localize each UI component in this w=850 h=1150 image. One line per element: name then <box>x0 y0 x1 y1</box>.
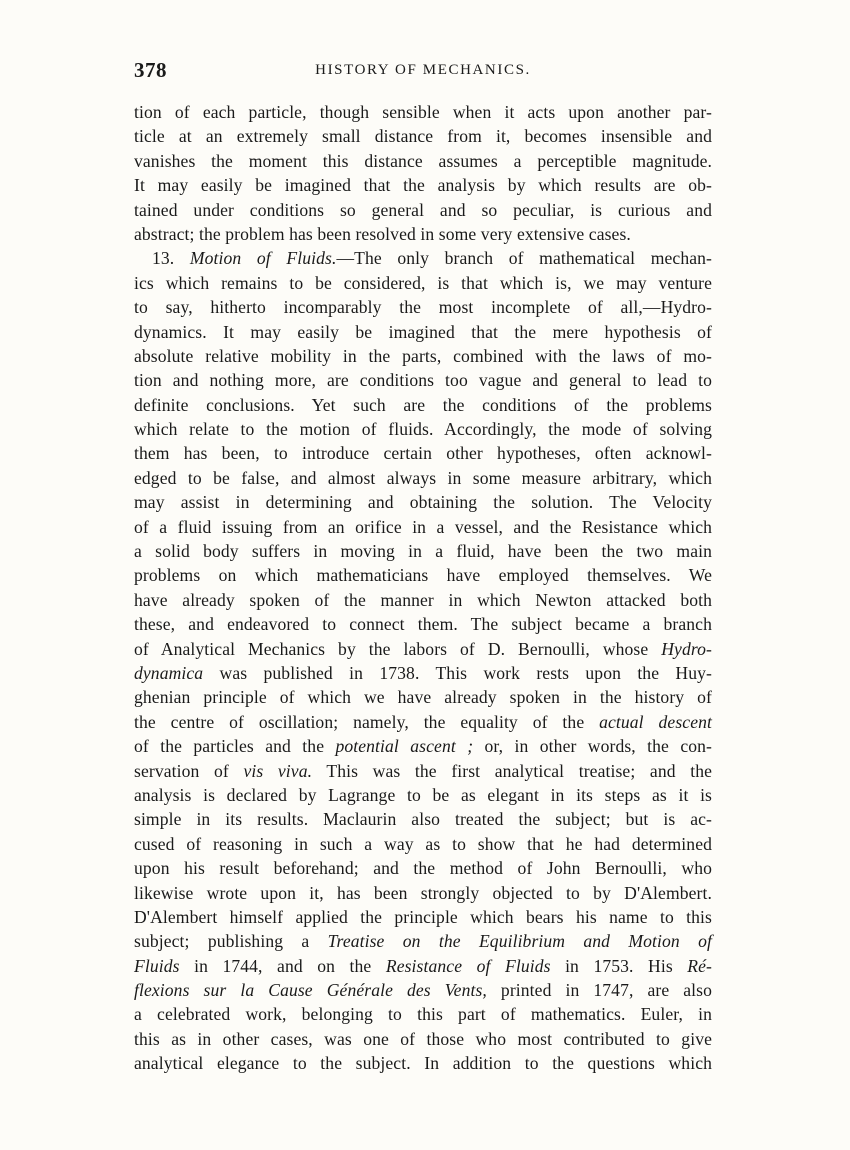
text-line <box>134 734 712 758</box>
text-segment: abstract; the problem has been resolved in some very extensive cases. <box>134 223 631 244</box>
text-line <box>134 515 712 539</box>
text-segment: this as in other cases, was one of those who most contributed to give <box>134 1028 712 1049</box>
text-line <box>134 832 712 856</box>
text-segment: likewise wrote upon it, has been strongly objected to by D'Alembert. <box>134 882 712 903</box>
text-line <box>134 856 712 880</box>
text-segment: of Analytical Mechanics by the labors of D. Bernoulli, whose <box>134 638 662 659</box>
text-line <box>134 198 712 222</box>
italic-text: actual descent <box>599 711 712 732</box>
text-line <box>134 710 712 734</box>
text-segment: upon his result beforehand; and the method of John Bernoulli, who <box>134 858 712 879</box>
text-segment: servation of <box>134 760 244 781</box>
text-line <box>134 612 712 636</box>
text-segment: —The only branch of mathematical mechan- <box>336 248 712 269</box>
text-segment: cused of reasoning in such a way as to show that he had determined <box>134 833 712 854</box>
text-line <box>134 1002 712 1026</box>
text-segment: to say, hitherto incomparably the most incomplete of all,—Hydro- <box>134 297 712 318</box>
text-line <box>134 807 712 831</box>
text-segment: dynamics. It may easily be imagined that the mere hypothesis of <box>134 321 712 342</box>
text-segment: tion of each particle, though sensible when it acts upon another par- <box>134 102 712 122</box>
text-segment: in 1753. His <box>550 955 688 976</box>
italic-text: Ré- <box>687 955 712 976</box>
text-line <box>134 149 712 173</box>
italic-text: Hydro- <box>661 638 712 659</box>
text-segment: a celebrated work, belonging to this part of mathematics. Euler, in <box>134 1004 712 1025</box>
text-segment: which relate to the motion of fluids. Accordingly, the mode of solving <box>134 419 712 440</box>
text-segment: the centre of oscillation; namely, the equality of the <box>134 711 600 732</box>
text-segment: may assist in determining and obtaining the solution. The Velocity <box>134 492 712 513</box>
text-line <box>134 295 712 319</box>
text-line <box>134 490 712 514</box>
text-segment: these, and endeavored to connect them. The subject became a branch <box>134 614 712 635</box>
text-line <box>134 246 712 270</box>
text-segment: vanishes the moment this distance assumes a perceptible magnitude. <box>134 150 712 171</box>
text-line <box>134 954 712 978</box>
text-segment: D'Alembert himself applied the principle which bears his name to this <box>134 906 712 927</box>
text-segment: have already spoken of the manner in which Newton attacked both <box>134 589 712 610</box>
text-segment: tained under conditions so general and so peculiar, is curious and <box>134 199 712 220</box>
text-segment: 13. <box>152 248 190 269</box>
italic-text: Fluids <box>134 955 180 976</box>
text-line <box>134 173 712 197</box>
text-line <box>134 588 712 612</box>
text-segment: problems on which mathematicians have employed themselves. We <box>134 565 712 586</box>
page-number: 378 <box>134 58 167 82</box>
text-segment: was published in 1738. This work rests upon the Huy- <box>203 662 712 683</box>
text-line <box>134 417 712 441</box>
text-line <box>134 978 712 1002</box>
italic-text: dynamica <box>134 662 204 683</box>
text-line <box>134 393 712 417</box>
text-segment: tion and nothing more, are conditions too vague and general to lead to <box>134 370 712 391</box>
text-segment: ics which remains to be considered, is that which is, we may venture <box>134 272 712 293</box>
italic-text: vis viva. <box>243 760 313 781</box>
text-line <box>134 271 712 295</box>
text-line <box>134 783 712 807</box>
text-segment: ghenian principle of which we have already spoken in the history of <box>134 687 712 708</box>
text-line <box>134 661 712 685</box>
italic-text: Motion of Fluids. <box>189 248 337 269</box>
text-line <box>134 441 712 465</box>
text-line <box>134 637 712 661</box>
text-segment: a solid body suffers in moving in a fluid, have been the two main <box>134 541 712 562</box>
text-line <box>134 320 712 344</box>
text-segment: ticle at an extremely small distance from it, becomes insensible and <box>134 126 712 147</box>
text-line <box>134 368 712 392</box>
text-line <box>134 1027 712 1051</box>
text-line <box>134 905 712 929</box>
italic-text: potential ascent ; <box>335 736 474 757</box>
text-line <box>134 685 712 709</box>
text-line <box>134 881 712 905</box>
text-segment: or, in other words, the con- <box>473 736 712 757</box>
text-segment: edged to be false, and almost always in some measure arbitrary, which <box>134 467 712 488</box>
text-segment: of a fluid issuing from an orifice in a vessel, and the Resistance which <box>134 516 712 537</box>
text-segment: analytical elegance to the subject. In addition to the questions which <box>134 1053 712 1074</box>
text-line <box>134 100 712 124</box>
text-segment: This was the first analytical treatise; and the <box>312 760 713 781</box>
text-line <box>134 539 712 563</box>
text-line <box>134 222 712 246</box>
text-line <box>134 563 712 587</box>
body-text <box>134 100 712 1076</box>
italic-text: Treatise on the Equilibrium and Motion of <box>327 931 712 952</box>
text-line <box>134 759 712 783</box>
text-line <box>134 466 712 490</box>
text-segment: absolute relative mobility in the parts, combined with the laws of mo- <box>134 345 712 366</box>
text-line <box>134 1051 712 1075</box>
running-head: HISTORY OF MECHANICS. <box>315 62 531 78</box>
text-segment: printed in 1747, are also <box>486 980 713 1001</box>
text-segment: It may easily be imagined that the analysis by which results are ob- <box>134 175 712 196</box>
italic-text: flexions sur la Cause Générale des Vents, <box>134 980 487 1001</box>
text-segment: simple in its results. Maclaurin also treated the subject; but is ac- <box>134 809 712 830</box>
text-segment: in 1744, and on the <box>179 955 386 976</box>
text-segment: them has been, to introduce certain other hypotheses, often acknowl- <box>134 443 712 464</box>
page-header <box>134 58 712 88</box>
text-line <box>134 344 712 368</box>
italic-text: Resistance of Fluids <box>385 955 551 976</box>
text-segment: definite conclusions. Yet such are the conditions of the problems <box>134 394 712 415</box>
text-line <box>134 124 712 148</box>
text-segment: subject; publishing a <box>134 931 328 952</box>
text-line <box>134 929 712 953</box>
text-segment: analysis is declared by Lagrange to be as elegant in its steps as it is <box>134 784 712 805</box>
text-segment: of the particles and the <box>134 736 336 757</box>
